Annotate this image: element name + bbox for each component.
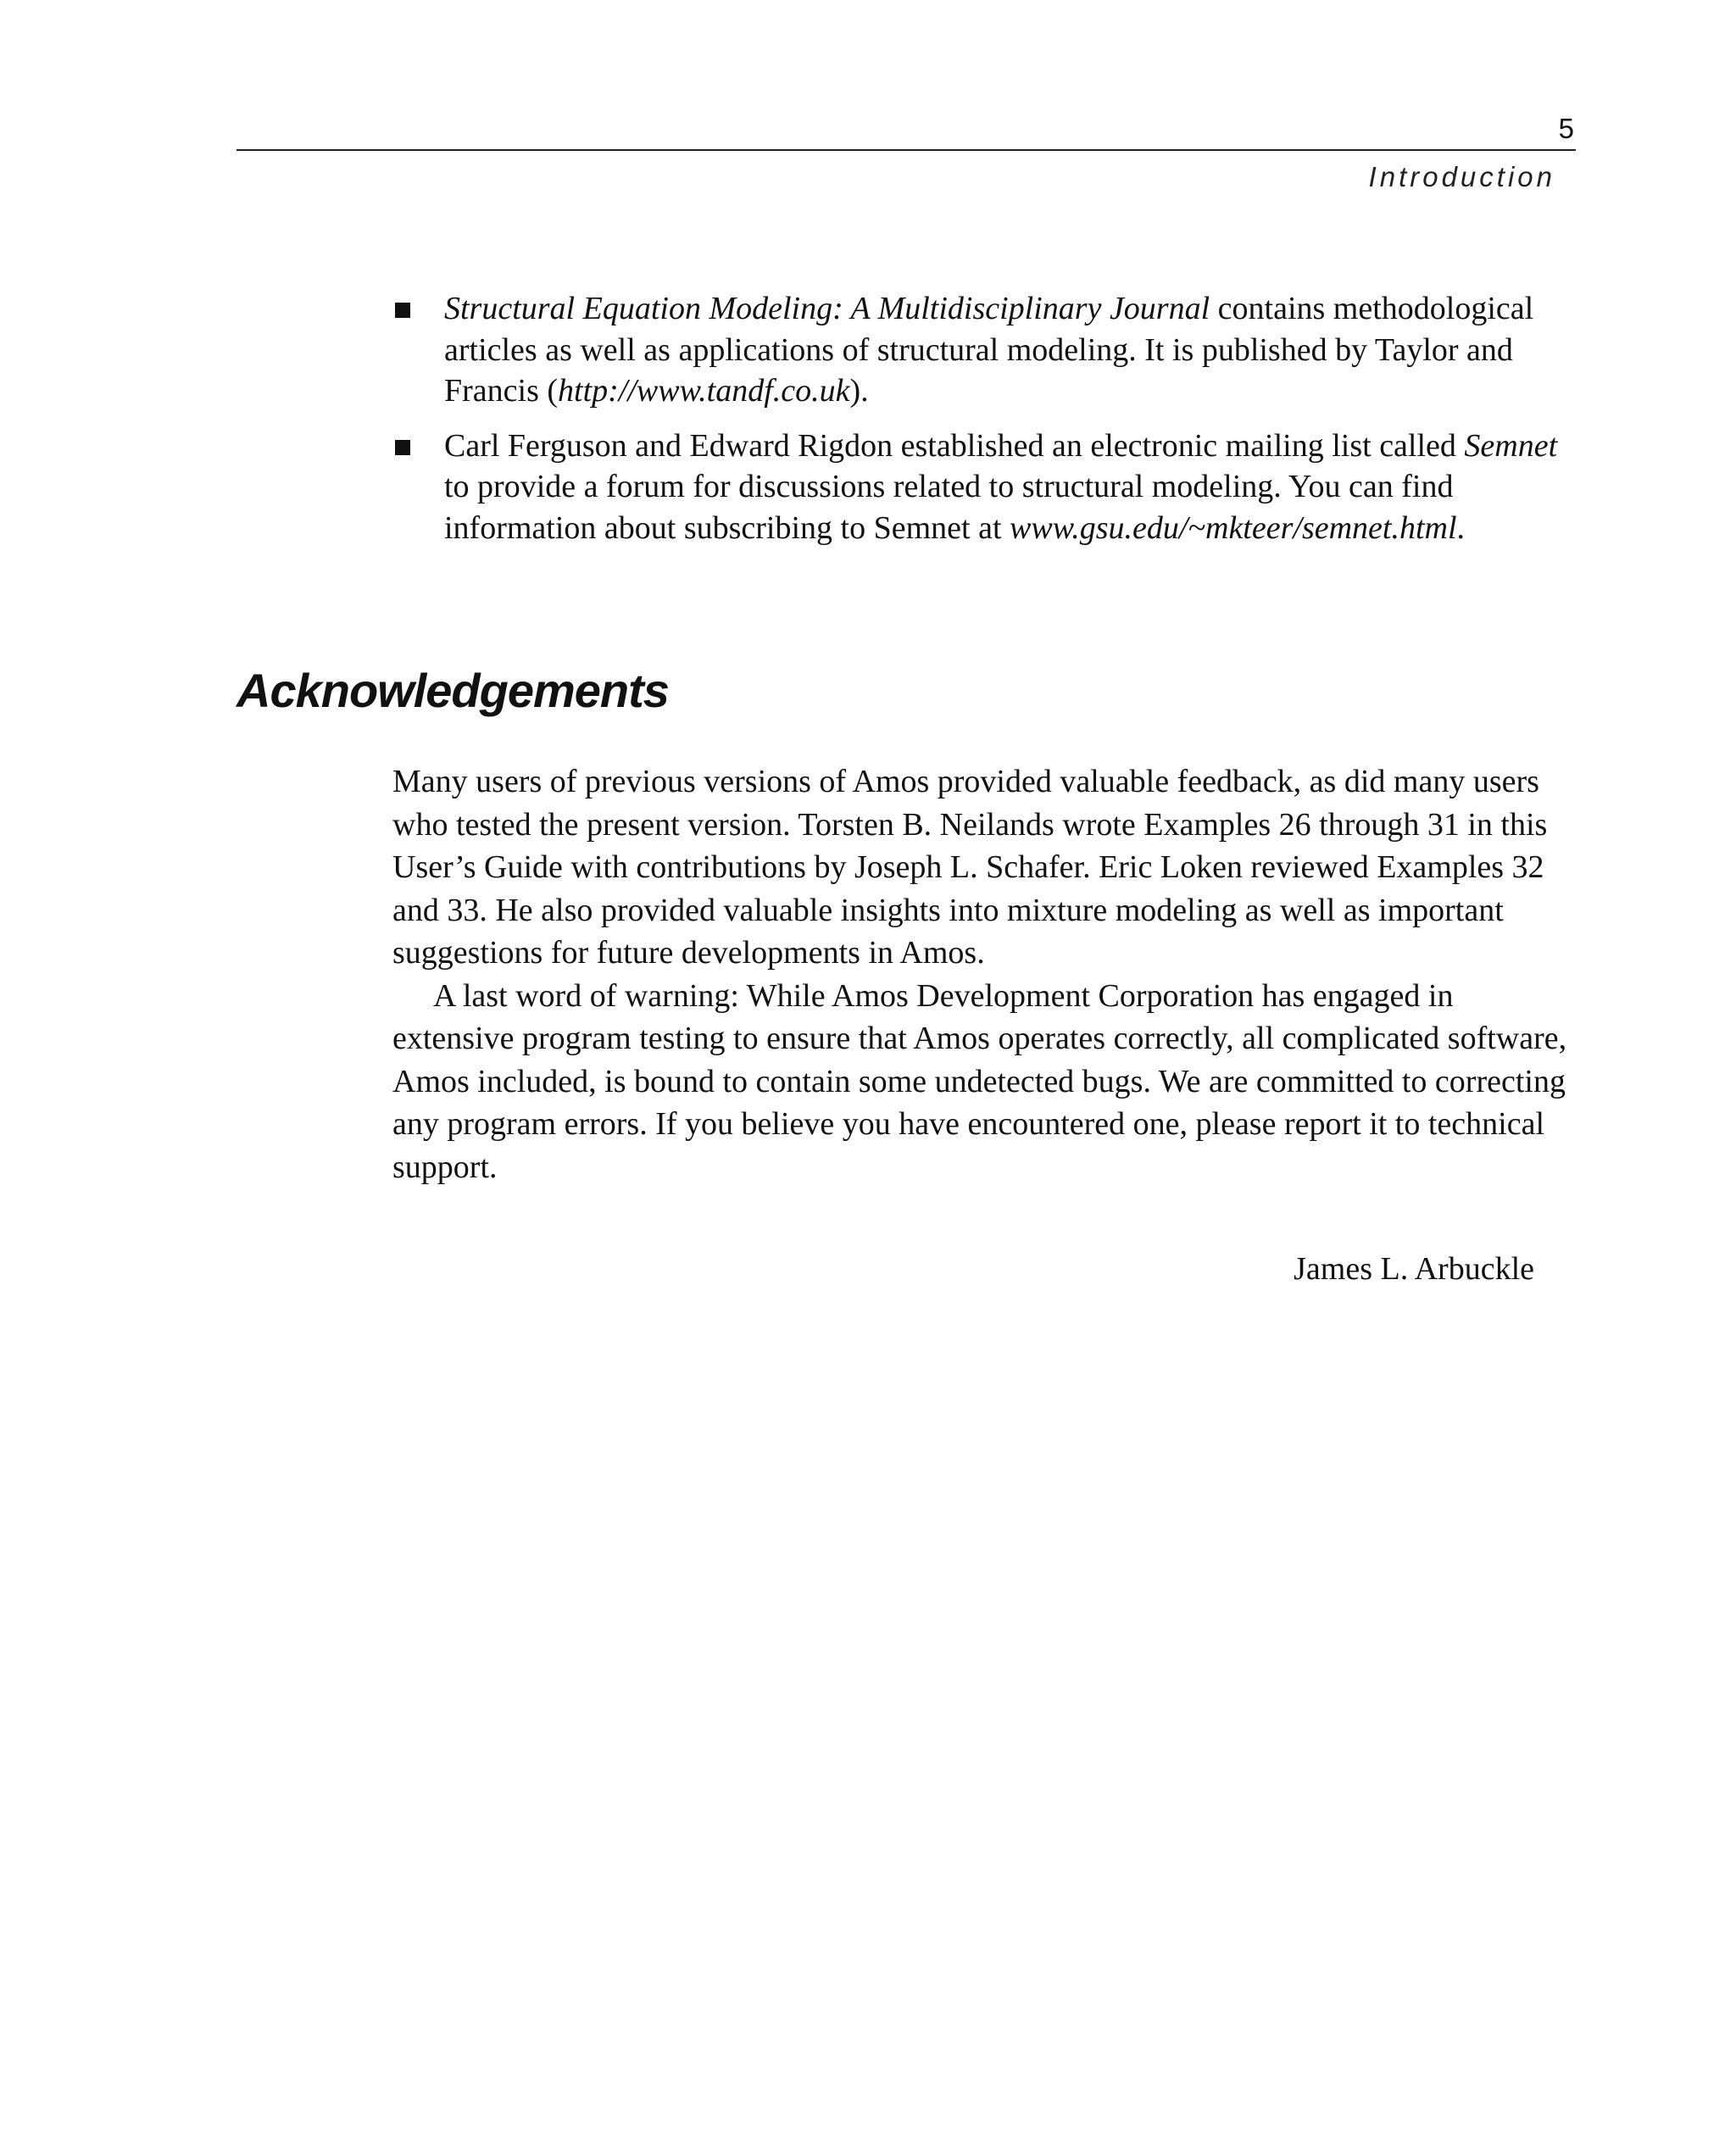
header-rule [236,149,1576,151]
item-text: Carl Ferguson and Edward Rigdon established an electronic mailing list called [444,427,1465,464]
acknowledgements-body [392,760,1579,1188]
square-bullet-icon [395,303,410,318]
item-text: ). [849,373,869,409]
item-text: to provide a forum for discussions related to structural modeling. You can find information about subscribing to Semnet at [444,469,1454,546]
list-item [392,288,1578,412]
paragraph: Many users of previous versions of Amos provided valuable feedback, as did many users who tested the present version. Torsten B. Neilands wrote Examples 26 through 31 in this User’s Guide with contributions by Joseph L. Schafer. Eric Loken reviewed Examples 32 and 33. He also provided valuable insights into mixture modeling as well as important suggestions for future developments in Amos. [392,764,1548,971]
page-number: 5 [1558,113,1574,144]
square-bullet-icon [395,440,410,455]
resource-list [392,288,1578,562]
mailing-list-name: Semnet [1464,427,1558,464]
section-heading: Acknowledgements [236,664,669,717]
paragraph: A last word of warning: While Amos Development Corporation has engaged in extensive program testing to ensure that Amos operates correctly, all complicated software, Amos included, is bound to contain some undetected bugs. We are committed to correcting any program errors. If you believe you have encountered one, please report it to technical support. [392,977,1567,1185]
list-item [392,426,1578,549]
publisher-url: http://www.tandf.co.uk [558,373,850,409]
item-text: contains methodological articles as well as applications of structural modeling. It is published by Taylor and Francis ( [444,291,1534,409]
journal-title: Structural Equation Modeling: A Multidisciplinary Journal [444,291,1210,326]
signature: James L. Arbuckle [1294,1251,1534,1287]
item-text: . [1456,509,1466,546]
semnet-url: www.gsu.edu/~mkteer/semnet.html [1010,509,1457,546]
running-head: Introduction [1368,161,1555,192]
